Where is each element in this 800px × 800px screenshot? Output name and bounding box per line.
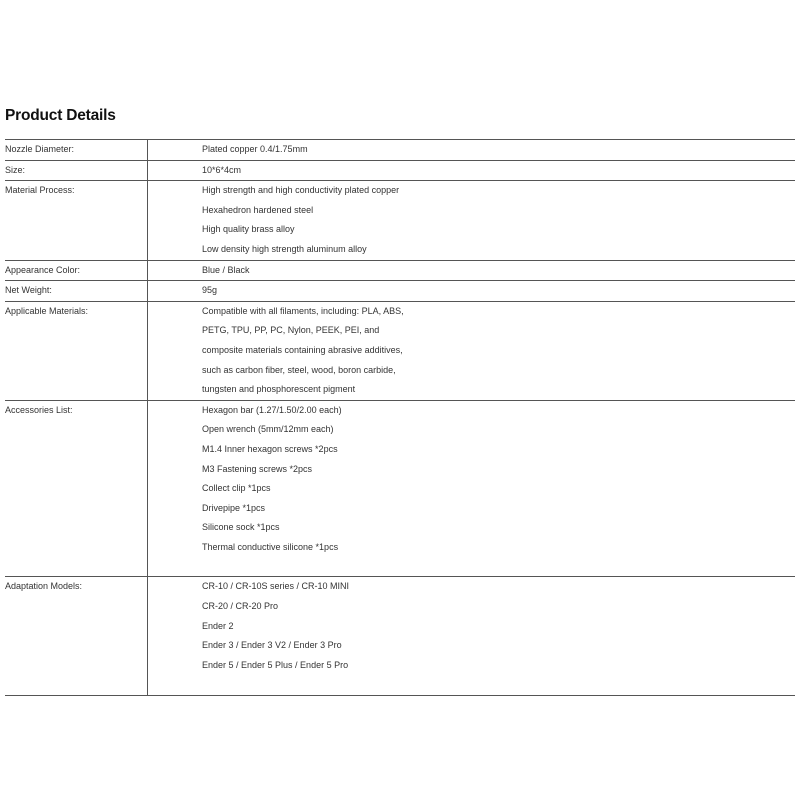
row-value: 95g <box>202 285 218 296</box>
row-value: CR-20 / CR-20 Pro <box>202 601 279 612</box>
row-value: Open wrench (5mm/12mm each) <box>202 424 334 435</box>
row-value: Plated copper 0.4/1.75mm <box>202 144 308 154</box>
row-label: Applicable Materials: <box>5 302 148 400</box>
row-value: Silicone sock *1pcs <box>202 522 280 533</box>
row-value: 10*6*4cm <box>202 164 242 175</box>
row-values <box>148 161 795 181</box>
row-value: Ender 2 <box>202 620 234 631</box>
row-value: M3 Fastening screws *2pcs <box>202 463 313 474</box>
table-row <box>5 161 795 182</box>
row-value: Drivepipe *1pcs <box>202 502 266 513</box>
row-label: Net Weight: <box>5 281 148 301</box>
row-value: Ender 5 / Ender 5 Plus / Ender 5 Pro <box>202 659 349 670</box>
page-title: Product Details <box>5 107 116 124</box>
row-value: High quality brass alloy <box>202 224 295 235</box>
row-value: M1.4 Inner hexagon screws *2pcs <box>202 443 338 454</box>
row-value: Low density high strength aluminum alloy <box>202 243 367 254</box>
row-values <box>148 401 795 577</box>
row-label: Nozzle Diameter: <box>5 140 148 160</box>
row-value: Collect clip *1pcs <box>202 483 271 494</box>
row-value: composite materials containing abrasive additives, <box>202 344 403 355</box>
row-label: Material Process: <box>5 181 148 259</box>
row-value: Ender 3 / Ender 3 V2 / Ender 3 Pro <box>202 640 342 651</box>
row-value: Hexahedron hardened steel <box>202 204 314 215</box>
row-values <box>148 261 795 281</box>
row-label: Adaptation Models: <box>5 577 148 695</box>
row-value: tungsten and phosphorescent pigment <box>202 384 356 395</box>
row-value: Blue / Black <box>202 264 250 275</box>
table-row <box>5 181 795 260</box>
table-row <box>5 261 795 282</box>
table-row <box>5 281 795 302</box>
row-value: PETG, TPU, PP, PC, Nylon, PEEK, PEI, and <box>202 325 380 336</box>
row-value: Hexagon bar (1.27/1.50/2.00 each) <box>202 404 342 415</box>
table-row <box>5 140 795 161</box>
row-label: Accessories List: <box>5 401 148 577</box>
row-value: Thermal conductive silicone *1pcs <box>202 541 339 552</box>
row-label: Size: <box>5 161 148 181</box>
row-values <box>148 577 795 695</box>
product-details-table <box>5 139 795 696</box>
row-value: High strength and high conductivity plated copper <box>202 185 400 196</box>
table-row <box>5 302 795 401</box>
row-values <box>148 140 795 160</box>
table-row <box>5 577 795 695</box>
row-values <box>148 281 795 301</box>
row-label: Appearance Color: <box>5 261 148 281</box>
row-value: Compatible with all filaments, including: PLA, ABS, <box>202 305 404 316</box>
row-values <box>148 302 795 400</box>
row-value: such as carbon fiber, steel, wood, boron carbide, <box>202 364 396 375</box>
table-row <box>5 401 795 578</box>
row-values <box>148 181 795 259</box>
row-value: CR-10 / CR-10S series / CR-10 MINI <box>202 581 350 592</box>
